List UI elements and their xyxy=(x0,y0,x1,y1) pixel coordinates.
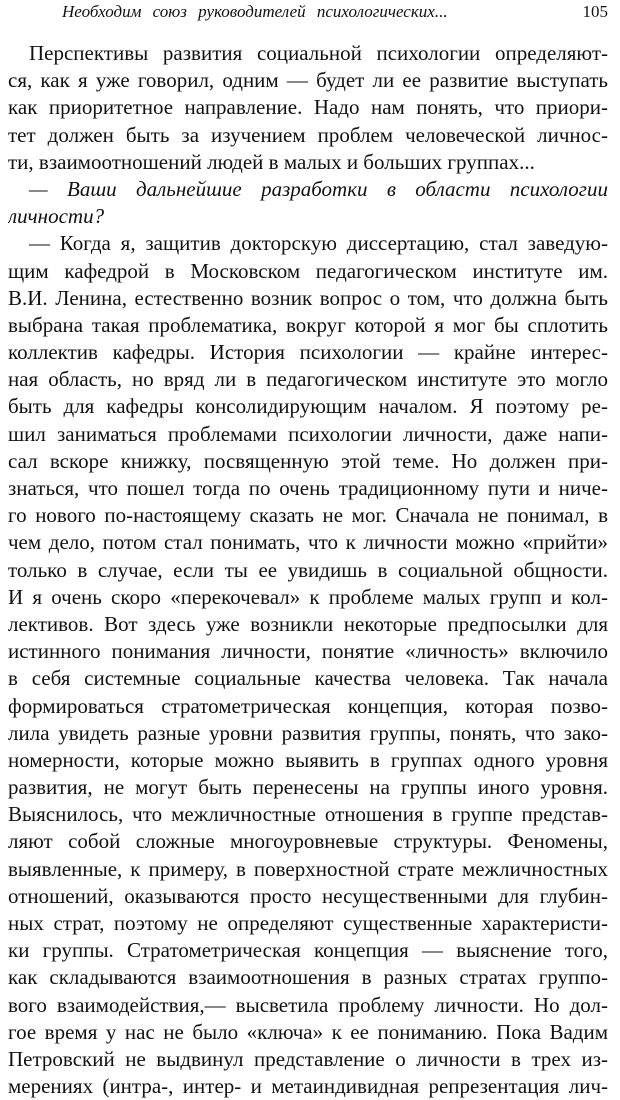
text-line: лила увидеть разные уровни развития группы, понять, что зако- xyxy=(8,720,608,745)
text-line: шил заниматься проблемами психологии личности, даже напи- xyxy=(8,421,608,446)
text-line: сал вскоре книжку, посвященную этой теме. Но должен при- xyxy=(8,448,608,473)
text-line: лективов. Вот здесь уже возникли некоторые предпосылки для xyxy=(8,611,608,636)
text-line: развития, не могут быть перенесены на группы иного уровня. xyxy=(8,775,608,800)
text-line: в себя системные социальные качества человека. Так начала xyxy=(8,666,608,691)
text-line: Выяснилось, что межличностные отношения в группе представ- xyxy=(8,802,608,827)
text-line: только в случае, если ты ее увидишь в социальной общности. xyxy=(8,557,608,582)
text-line: вого взаимодействия,— высветила проблему личности. Но дол- xyxy=(8,992,608,1017)
text-line: тет должен быть за изучением проблем человеческой личнос- xyxy=(8,122,608,147)
text-line: быть для кафедры консолидирующим началом. Я поэтому ре- xyxy=(8,394,608,419)
text-line: щим кафедрой в Московском педагогическом институте им. xyxy=(8,258,608,283)
text-line: ся, как я уже говорил, одним — будет ли ее развитие выступать xyxy=(8,68,608,93)
text-line: ки группы. Стратометрическая концепция — выяснение того, xyxy=(8,938,608,963)
text-line: чем дело, потом стал понимать, что к личности можно «прийти» xyxy=(8,530,608,555)
text-line: ная область, но вряд ли в педагогическом институте это могло xyxy=(8,367,608,392)
text-line: выбрана такая проблематика, вокруг которой я мог бы сплотить xyxy=(8,312,608,337)
text-line: Петровский не выдвинул представление о личности в трех из- xyxy=(8,1046,608,1071)
text-line: гое время у нас не было «ключа» к ее пониманию. Пока Вадим xyxy=(8,1019,608,1044)
running-title: Необходим союз руководителей психологических... xyxy=(62,2,448,21)
text-line: Перспективы развития социальной психологии определяют- xyxy=(29,41,608,65)
text-line: коллектив кафедры. История психологии — крайне интерес- xyxy=(8,340,608,365)
running-header xyxy=(62,2,608,24)
text-line: ных страт, поэтому не определяют существенные характеристи- xyxy=(8,911,608,935)
text-line: мерениях (интра-, интер- и метаиндивидная репрезентация лич- xyxy=(8,1074,608,1099)
text-line: ляют собой сложные многоуровневые структуры. Феномены, xyxy=(8,829,608,854)
page-number: 105 xyxy=(582,2,608,21)
text-line: ти, взаимоотношений людей в малых и больших группах... xyxy=(8,149,535,174)
text-line: как складываются взаимоотношения в разных стратах группо- xyxy=(8,965,608,990)
text-line: выявленные, к примеру, в поверхностной страте межличностных xyxy=(8,856,608,881)
text-line: — Когда я, защитив докторскую диссертацию, стал заведую- xyxy=(29,231,608,256)
body-text xyxy=(8,40,608,1100)
text-line: знаться, что пошел тогда по очень традиционному пути и ниче- xyxy=(8,476,608,500)
question-line: личности? xyxy=(8,204,105,229)
text-line: формироваться стратометрическая концепция, которая позво- xyxy=(8,693,608,718)
text-line: как приоритетное направление. Надо нам понять, что приори- xyxy=(8,95,608,120)
text-line: И я очень скоро «перекочевал» к проблеме малых групп и кол- xyxy=(8,584,608,609)
text-line: отношений, оказываются просто несущественными для глубин- xyxy=(8,883,608,908)
text-line: В.И. Ленина, естественно возник вопрос о том, что должна быть xyxy=(8,285,608,310)
text-line: истинного понимания личности, понятие «личность» включило xyxy=(8,639,608,664)
question-line: — Ваши дальнейшие разработки в области психологии xyxy=(29,176,608,201)
text-line: го нового по-настоящему сказать не мог. Сначала не понимал, в xyxy=(8,503,608,528)
text-line: номерности, которые можно выявить в группах одного уровня xyxy=(8,747,608,772)
